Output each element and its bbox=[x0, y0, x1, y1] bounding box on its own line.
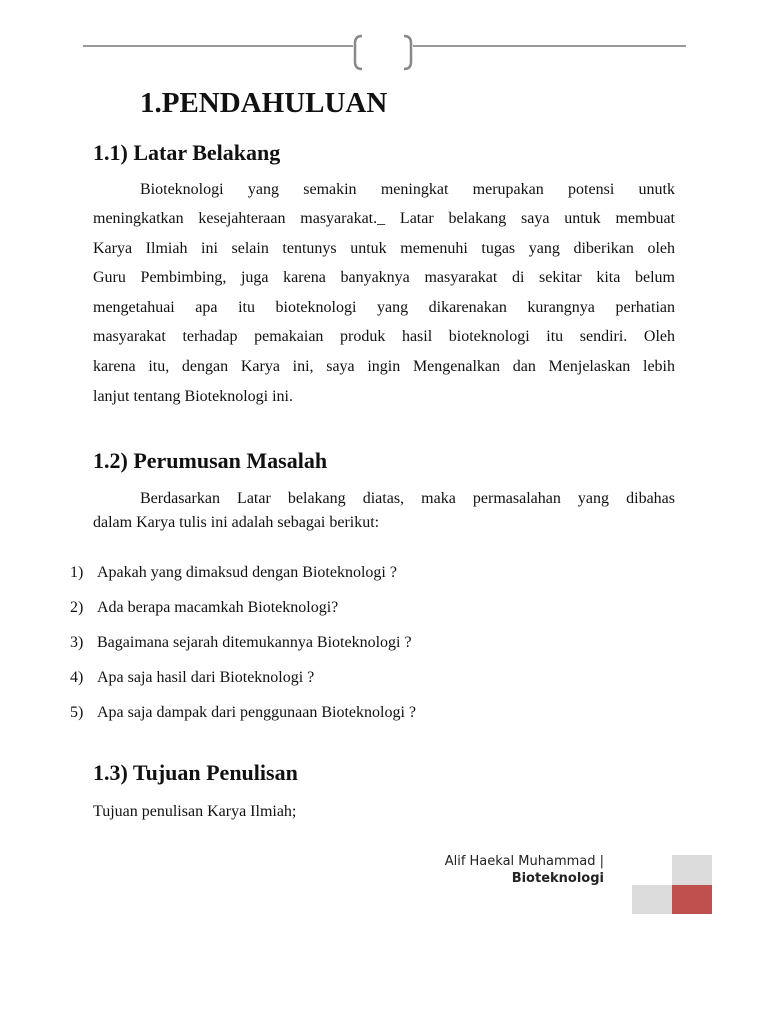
chapter-title: 1.PENDAHULUAN bbox=[140, 87, 388, 119]
section-heading-latar-belakang: 1.1) Latar Belakang bbox=[93, 140, 281, 165]
footer-decor-square-gray bbox=[672, 855, 712, 885]
list-number: 3) bbox=[70, 634, 84, 651]
list-item: Ada berapa macamkah Bioteknologi? bbox=[97, 599, 339, 616]
paragraph-line: Karya Ilmiah ini selain tentunys untuk memenuhi tugas yang diberikan oleh bbox=[93, 240, 675, 257]
footer-decor-square-red bbox=[672, 885, 712, 914]
list-item: Apakah yang dimaksud dengan Bioteknologi ? bbox=[97, 564, 397, 581]
section-heading-tujuan-penulisan: 1.3) Tujuan Penulisan bbox=[93, 760, 298, 785]
list-number: 2) bbox=[70, 599, 84, 616]
list-item: Apa saja dampak dari penggunaan Bioteknologi ? bbox=[97, 704, 417, 721]
paragraph-line: masyarakat terhadap pemakaian produk hasil bioteknologi itu sendiri. Oleh bbox=[93, 328, 675, 345]
paragraph-line: karena itu, dengan Karya ini, saya ingin Mengenalkan dan Menjelaskan lebih bbox=[93, 358, 675, 375]
paragraph-line: meningkatkan kesejahteraan masyarakat._ Latar belakang saya untuk membuat bbox=[93, 210, 675, 227]
footer-subject: Bioteknologi bbox=[511, 871, 604, 886]
footer-author: Alif Haekal Muhammad | bbox=[444, 854, 604, 869]
header-bracket-icon bbox=[353, 34, 413, 71]
paragraph-line: Berdasarkan Latar belakang diatas, maka permasalahan yang dibahas bbox=[140, 490, 675, 507]
footer-decor-square-gray bbox=[632, 885, 672, 914]
list-number: 4) bbox=[70, 669, 84, 686]
paragraph-line: Guru Pembimbing, juga karena banyaknya masyarakat di sekitar kita belum bbox=[93, 269, 675, 286]
list-item: Apa saja hasil dari Bioteknologi ? bbox=[97, 669, 315, 686]
paragraph-line: mengetahuai apa itu bioteknologi yang dikarenakan kurangnya perhatian bbox=[93, 299, 675, 316]
paragraph-line: Tujuan penulisan Karya Ilmiah; bbox=[93, 803, 297, 820]
paragraph-line: Bioteknologi yang semakin meningkat merupakan potensi unutk bbox=[140, 181, 675, 198]
list-number: 5) bbox=[70, 704, 84, 721]
list-item: Bagaimana sejarah ditemukannya Bioteknologi ? bbox=[97, 634, 412, 651]
paragraph-line: dalam Karya tulis ini adalah sebagai berikut: bbox=[93, 514, 380, 531]
paragraph-line: lanjut tentang Bioteknologi ini. bbox=[93, 388, 293, 405]
section-heading-perumusan-masalah: 1.2) Perumusan Masalah bbox=[93, 448, 328, 473]
list-number: 1) bbox=[70, 564, 84, 581]
